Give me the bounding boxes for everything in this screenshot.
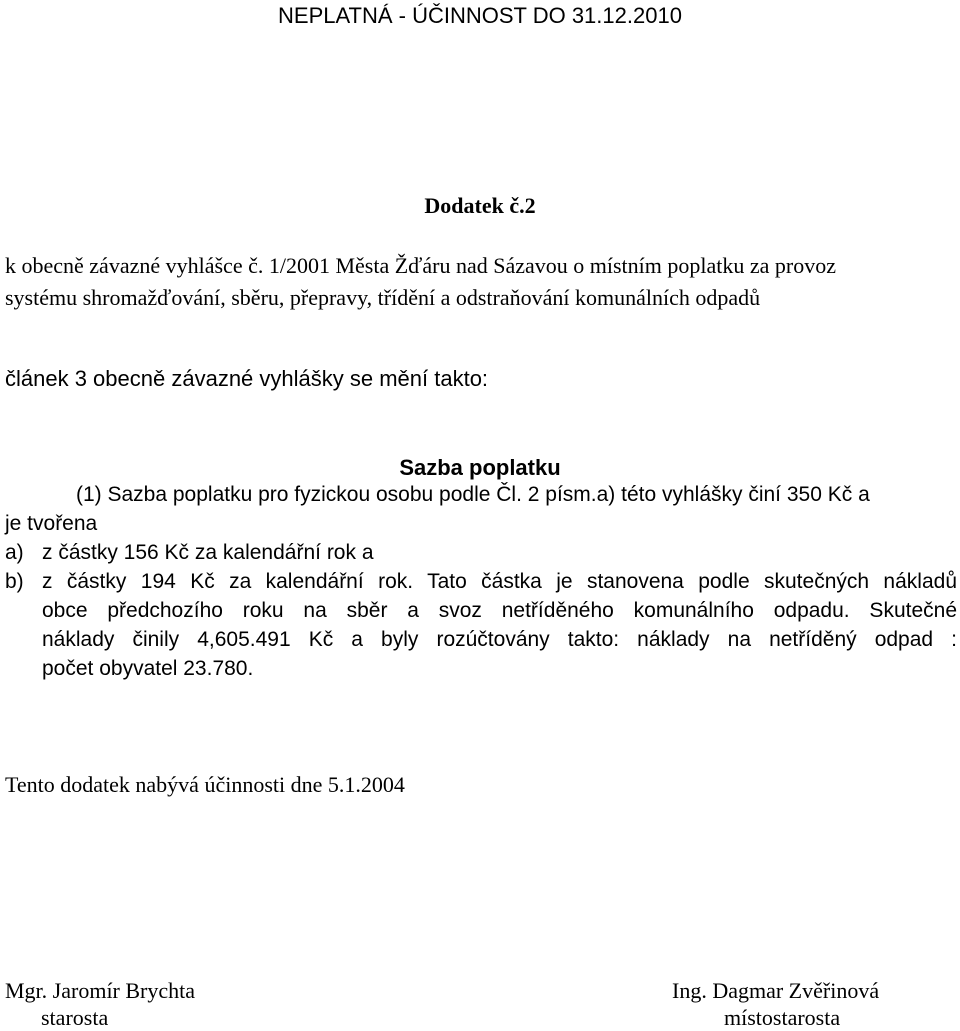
article-change-statement: článek 3 obecně závazné vyhlášky se mění takto: [5,366,489,391]
item-b-label: b) [5,570,24,593]
signature-deputy-role: místostarosta [724,1005,841,1030]
paragraph-1-line-1: (1) Sazba poplatku pro fyzickou osobu podle Čl. 2 písm.a) této vyhlášky činí 350 Kč a [76,483,870,506]
intro-line-1: k obecně závazné vyhlášce č. 1/2001 Města Žďáru nad Sázavou o místním poplatku za provoz [5,253,837,278]
intro-line-2: systému shromažďování, sběru, přepravy, třídění a odstraňování komunálních odpadů [5,285,761,310]
item-b-line-4: počet obyvatel 23.780. [42,657,254,680]
paragraph-1-line-2: je tvořena [5,512,98,535]
signature-mayor-name: Mgr. Jaromír Brychta [5,978,196,1003]
validity-watermark: NEPLATNÁ - ÚČINNOST DO 31.12.2010 [278,3,682,28]
item-a-label: a) [5,541,24,564]
section-heading: Sazba poplatku [399,455,561,480]
signature-deputy-name: Ing. Dagmar Zvěřinová [672,978,880,1003]
signature-mayor-role: starosta [41,1005,109,1030]
effective-date-statement: Tento dodatek nabývá účinnosti dne 5.1.2004 [5,772,405,797]
item-a-text: z částky 156 Kč za kalendářní rok a [42,541,374,564]
item-b-line-3: náklady činily 4,605.491 Kč a byly rozúčtovány takto: náklady na netříděný odpad : [42,628,957,651]
item-b-line-2: obce předchozího roku na sběr a svoz netříděného komunálního odpadu. Skutečné [42,599,957,622]
document-title: Dodatek č.2 [424,193,536,218]
item-b-text: z částky 194 Kč za kalendářní rok. Tato částka je stanovena podle skutečných nákladů [42,570,957,593]
